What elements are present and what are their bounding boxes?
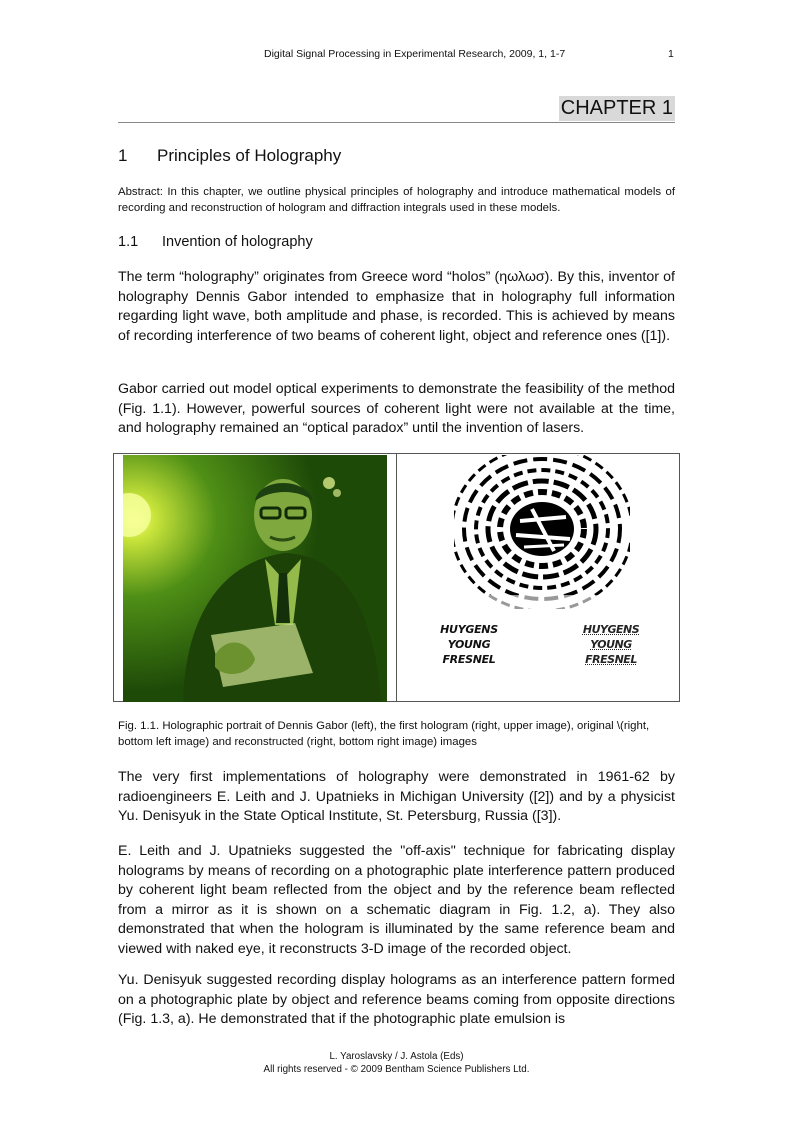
gabor-portrait-image (123, 455, 387, 702)
abstract: Abstract: In this chapter, we outline physical principles of holography and introduce mathematical models of recording and reconstruction of hologram and diffraction integrals used in these models. (118, 186, 675, 214)
page-footer (0, 1050, 793, 1076)
chapter-rule (118, 122, 675, 123)
paragraph-2: Gabor carried out model optical experiments to demonstrate the feasibility of the method (Fig. 1.1). However, powerful sources of coherent light were not available at the time, and holography remained an “optical paradox” until the invention of lasers. (118, 381, 675, 436)
figure-divider (396, 454, 397, 701)
original-line-1: HUYGENS (440, 623, 498, 636)
section-number: 1 (118, 146, 128, 165)
reconstructed-line-1: HUYGENS (582, 623, 640, 636)
reconstructed-line-3: FRESNEL (585, 653, 637, 666)
footer-copyright: All rights reserved - © 2009 Bentham Science Publishers Ltd. (263, 1064, 530, 1075)
paragraph-4: E. Leith and J. Upatnieks suggested the "off-axis" technique for fabricating display holograms by means of recording on a photographic plate interference pattern produced by coherent light beam reflected from the object and by the reference beam reflected from a mirror as it is shown on a schematic diagram in Fig. 1.2, a). They also demonstrated that when the hologram is illuminated by the same reference beam and viewed with naked eye, it reconstructs 3-D image of the recorded object. (118, 843, 675, 957)
journal-citation: Digital Signal Processing in Experimental Research, 2009, 1, 1-7 (264, 48, 566, 60)
paragraph-3: The very first implementations of holography were demonstrated in 1961-62 by radioengineers E. Leith and J. Upatnieks in Michigan University ([2]) and by a physicist Yu. Denisyuk in the State Optical Institute, St. Petersburg, Russia ([3]). (118, 769, 675, 824)
subsection-heading (118, 234, 313, 250)
paragraph-1: The term “holography” originates from Greece word “holos” (ηωλωσ). By this, inventor of holography Dennis Gabor intended to emphasize that in holography full information regarding light wave, both amplitude and phase, is recorded. This is achieved by means of recording interference of two beams of coherent light, object and reference ones ([1]). (118, 269, 675, 344)
section-heading (118, 146, 341, 166)
paragraph-5: Yu. Denisyuk suggested recording display holograms as an interference pattern formed on a photographic plate by object and reference beams coming from opposite directions (Fig. 1.3, a). He demonstrated that if the photographic plate emulsion is (118, 972, 675, 1027)
reconstructed-image (569, 622, 653, 698)
figure-1-1 (113, 453, 680, 702)
original-line-3: FRESNEL (442, 653, 496, 666)
page-number: 1 (668, 48, 674, 60)
section-title: Principles of Holography (157, 146, 342, 165)
subsection-number: 1.1 (118, 234, 139, 250)
original-line-2: YOUNG (447, 638, 491, 651)
chapter-label: CHAPTER 1 (560, 97, 673, 119)
first-hologram-image (454, 455, 630, 609)
reconstructed-line-2: YOUNG (590, 638, 632, 651)
subsection-title: Invention of holography (162, 234, 313, 250)
original-image (432, 622, 506, 698)
figure-caption: Fig. 1.1. Holographic portrait of Dennis Gabor (left), the first hologram (right, upper image), original \(right, bottom left image) and reconstructed (right, bottom right image) images (118, 720, 650, 748)
footer-editors: L. Yaroslavsky / J. Astola (Eds) (329, 1051, 464, 1062)
